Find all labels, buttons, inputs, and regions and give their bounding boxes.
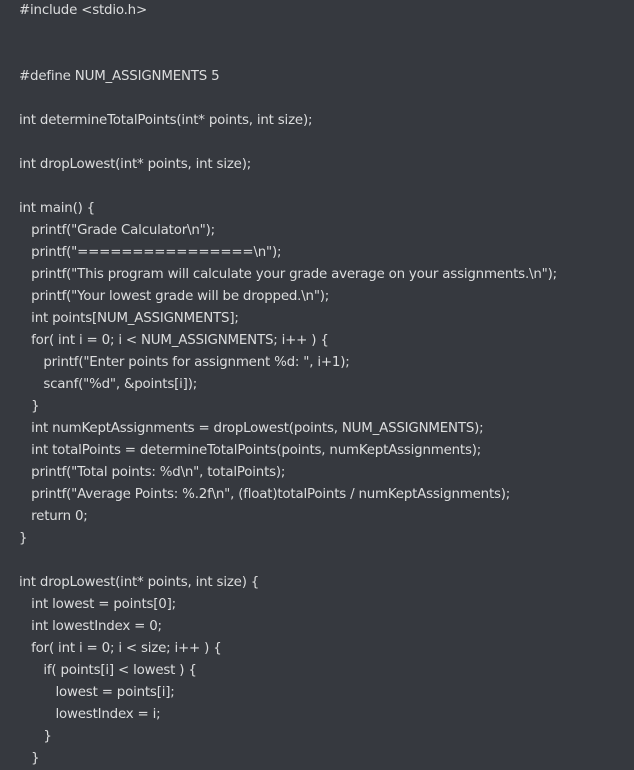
code-line: return 0; (19, 509, 88, 524)
code-line: int numKeptAssignments = dropLowest(points, NUM_ASSIGNMENTS); (19, 421, 484, 436)
code-line: printf("================\n"); (19, 245, 282, 260)
code-line (19, 44, 629, 66)
code-line: scanf("%d", &points[i]); (19, 377, 198, 392)
code-line: printf("Total points: %d\n", totalPoints); (19, 465, 286, 480)
code-line (19, 550, 629, 572)
code-line: } (19, 531, 28, 546)
code-line: int main() { (19, 201, 95, 216)
code-line: for( int i = 0; i < size; i++ ) { (19, 641, 222, 656)
code-line: } (19, 751, 40, 766)
code-line: int lowestIndex = 0; (19, 619, 162, 634)
code-line: if( points[i] < lowest ) { (19, 663, 197, 678)
code-line: int dropLowest(int* points, int size) { (19, 575, 260, 590)
code-line: #define NUM_ASSIGNMENTS 5 (19, 69, 220, 84)
code-line: printf("Enter points for assignment %d: ", i+1); (19, 355, 350, 370)
code-line (19, 88, 629, 110)
code-line: for( int i = 0; i < NUM_ASSIGNMENTS; i++ ) { (19, 333, 329, 348)
code-line: } (19, 729, 52, 744)
code-line (19, 132, 629, 154)
code-line: lowest = points[i]; (19, 685, 175, 700)
code-line: printf("Average Points: %.2f\n", (float)totalPoints / numKeptAssignments); (19, 487, 511, 502)
code-line: printf("Grade Calculator\n"); (19, 223, 215, 238)
code-line: int dropLowest(int* points, int size); (19, 157, 252, 172)
code-line: } (19, 399, 40, 414)
code-line: int lowest = points[0]; (19, 597, 176, 612)
code-line: int points[NUM_ASSIGNMENTS]; (19, 311, 239, 326)
code-line: printf("This program will calculate your grade average on your assignments.\n"); (19, 267, 557, 282)
code-line: #include <stdio.h> (19, 3, 147, 18)
code-block (19, 0, 629, 770)
code-line: int totalPoints = determineTotalPoints(points, numKeptAssignments); (19, 443, 482, 458)
code-line: int determineTotalPoints(int* points, int size); (19, 113, 313, 128)
code-line: printf("Your lowest grade will be dropped.\n"); (19, 289, 330, 304)
code-line: lowestIndex = i; (19, 707, 161, 722)
code-line (19, 22, 629, 44)
code-line (19, 176, 629, 198)
